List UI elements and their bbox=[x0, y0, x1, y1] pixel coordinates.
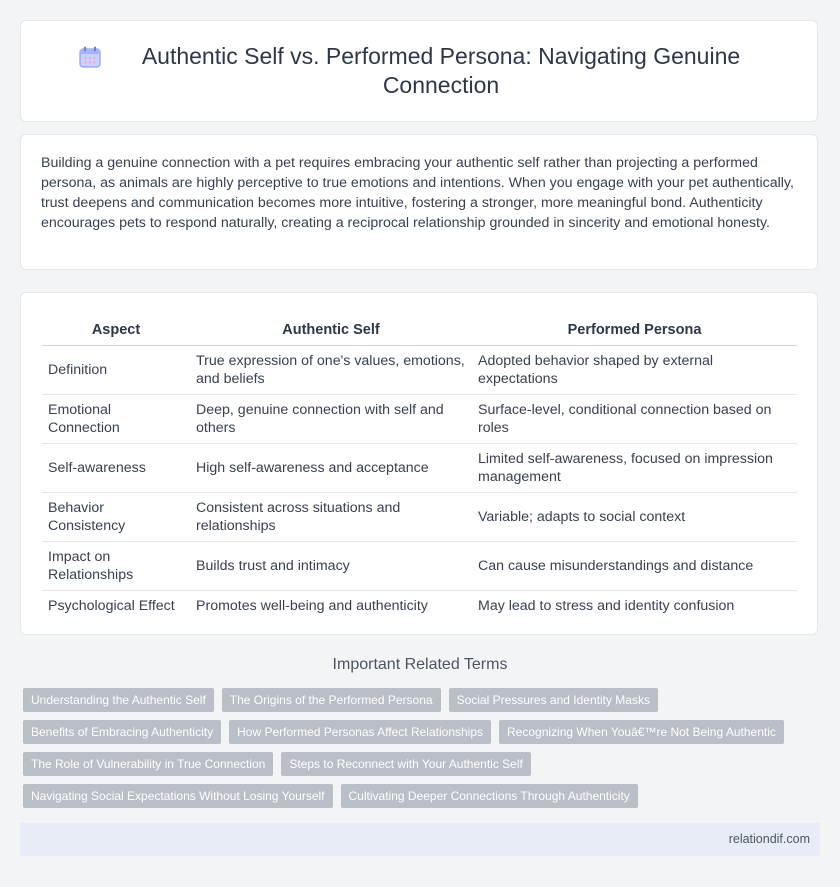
related-term-tag[interactable]: Benefits of Embracing Authenticity bbox=[23, 720, 221, 744]
related-term-tag[interactable]: How Performed Personas Affect Relationships bbox=[229, 720, 491, 744]
table-cell: Definition bbox=[42, 346, 190, 395]
header-performed: Performed Persona bbox=[472, 307, 797, 346]
footer bbox=[20, 823, 820, 856]
table-header-row bbox=[42, 307, 797, 346]
related-term-tag[interactable]: Social Pressures and Identity Masks bbox=[449, 688, 658, 712]
table-cell: Emotional Connection bbox=[42, 395, 190, 444]
tag-row bbox=[23, 720, 823, 744]
title-wrap bbox=[69, 42, 769, 100]
related-terms-title: Important Related Terms bbox=[332, 656, 508, 673]
table-cell: Consistent across situations and relationships bbox=[190, 493, 472, 542]
table-cell: Adopted behavior shaped by external expectations bbox=[472, 346, 797, 395]
tag-row bbox=[23, 688, 823, 712]
intro-text: Building a genuine connection with a pet requires embracing your authentic self rather than projecting a performed persona, as animals are highly perceptive to true emotions and intentions. When you engage with your pet authentically, trust deepens and communication becomes more intuitive, fostering a stronger, more meaningful bond. Authenticity encourages pets to respond naturally, creating a reciprocal relationship grounded in sincerity and emotional honesty. bbox=[41, 155, 794, 231]
table-cell: Self-awareness bbox=[42, 444, 190, 493]
table-row bbox=[42, 542, 797, 591]
comparison-card bbox=[20, 292, 818, 635]
related-term-tag[interactable]: Steps to Reconnect with Your Authentic Self bbox=[281, 752, 530, 776]
table-cell: Limited self-awareness, focused on impression management bbox=[472, 444, 797, 493]
related-term-tag[interactable]: The Role of Vulnerability in True Connection bbox=[23, 752, 273, 776]
calendar-icon bbox=[77, 44, 103, 70]
table-row bbox=[42, 591, 797, 622]
related-terms bbox=[23, 688, 823, 816]
table-cell: Psychological Effect bbox=[48, 598, 175, 614]
table-row bbox=[42, 395, 797, 444]
related-term-tag[interactable]: Cultivating Deeper Connections Through Authenticity bbox=[341, 784, 638, 808]
footer-site-link[interactable]: relationdif.com bbox=[728, 832, 810, 846]
related-term-tag[interactable]: Navigating Social Expectations Without Losing Yourself bbox=[23, 784, 333, 808]
table-cell: Builds trust and intimacy bbox=[190, 542, 472, 591]
header-aspect: Aspect bbox=[42, 307, 190, 346]
tag-row bbox=[23, 752, 823, 776]
table-cell: Variable; adapts to social context bbox=[472, 493, 797, 542]
tag-row bbox=[23, 784, 823, 808]
table-row bbox=[42, 346, 797, 395]
table-cell: Impact on Relationships bbox=[42, 542, 190, 591]
header-authentic: Authentic Self bbox=[190, 307, 472, 346]
related-term-tag[interactable]: The Origins of the Performed Persona bbox=[222, 688, 441, 712]
table-cell: Behavior Consistency bbox=[42, 493, 190, 542]
table-cell: Promotes well-being and authenticity bbox=[196, 598, 428, 614]
title-card bbox=[20, 20, 818, 122]
page-title: Authentic Self vs. Performed Persona: Navigating Genuine Connection bbox=[141, 43, 741, 98]
table-cell: Surface-level, conditional connection based on roles bbox=[472, 395, 797, 444]
table-cell: Can cause misunderstandings and distance bbox=[472, 542, 797, 591]
intro-card bbox=[20, 134, 818, 270]
table-row bbox=[42, 493, 797, 542]
comparison-table bbox=[42, 307, 797, 621]
table-cell: High self-awareness and acceptance bbox=[190, 444, 472, 493]
table-cell: May lead to stress and identity confusion bbox=[478, 598, 735, 614]
table-cell: Deep, genuine connection with self and others bbox=[190, 395, 472, 444]
table-row bbox=[42, 444, 797, 493]
related-term-tag[interactable]: Recognizing When Youâ€™re Not Being Authentic bbox=[499, 720, 784, 744]
table-cell: True expression of one's values, emotions, and beliefs bbox=[190, 346, 472, 395]
related-term-tag[interactable]: Understanding the Authentic Self bbox=[23, 688, 214, 712]
